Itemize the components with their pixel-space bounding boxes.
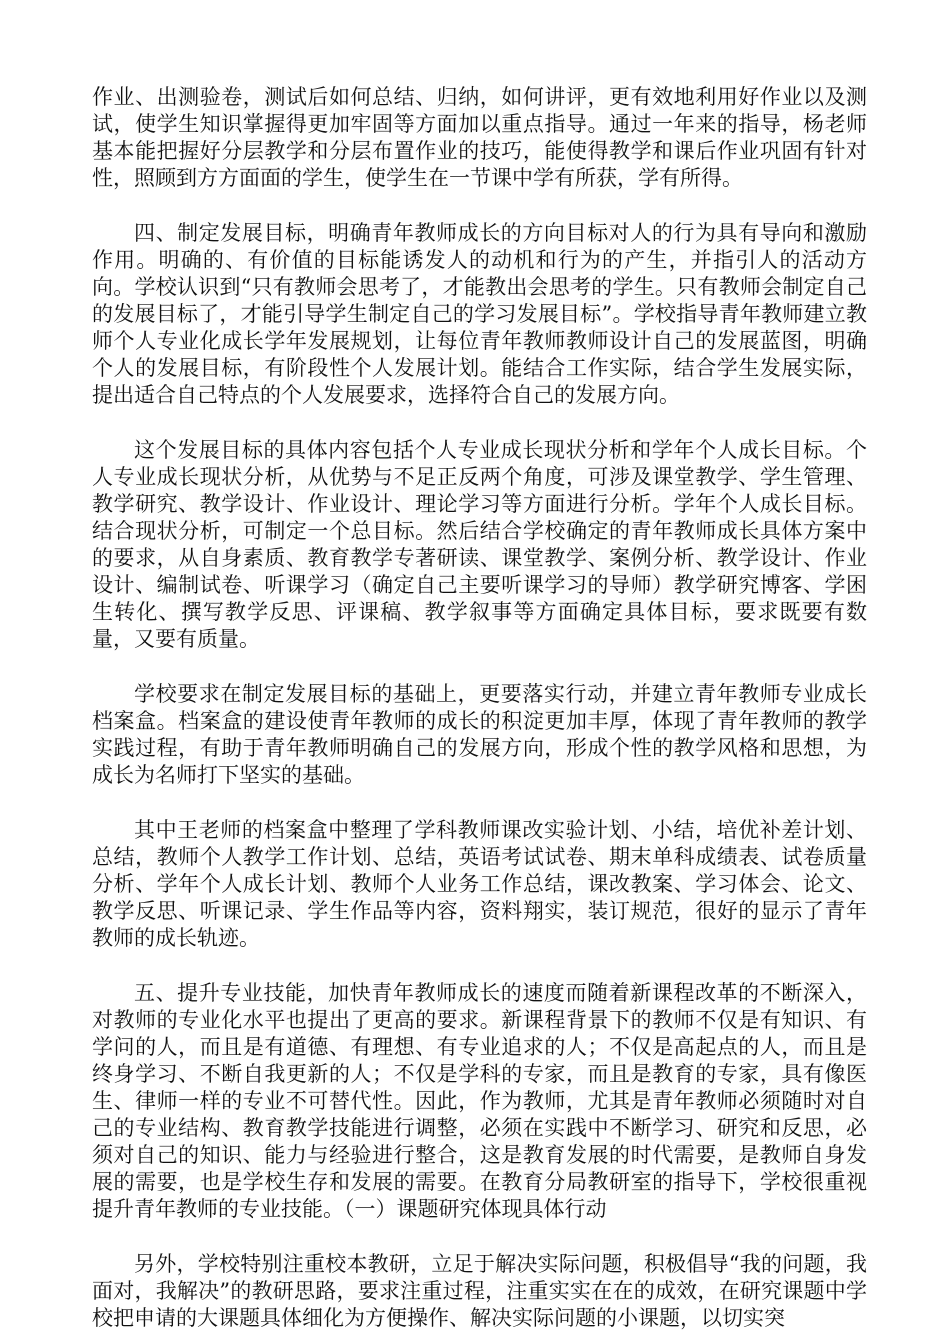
paragraph-development-goals: 四、制定发展目标，明确青年教师成长的方向目标对人的行为具有导向和激励作用。明确的、有价值的目标能诱发人的动机和行为的产生，并指引人的活动方向。学校认识到“只有教师会思考了，才能教出会思考的学生。只有教师会制定自己的发展目标了，才能引导学生制定自己的学习发展目标”。学校指导青年教师建立教师个人专业化成长学年发展规划，让每位青年教师教师设计自己的发展蓝图，明确个人的发展目标，有阶段性个人发展计划。能结合工作实际，结合学生发展实际，提出适合自己特点的个人发展要求，选择符合自己的发展方向。 xyxy=(92,221,867,407)
paragraph-archive-example: 其中王老师的档案盒中整理了学科教师课改实验计划、小结，培优补差计划、总结，教师个人教学工作计划、总结，英语考试试卷、期末单科成绩表、试卷质量分析、学年个人成长计划、教师个人业务工作总结，课改教案、学习体会、论文、教学反思、听课记录、学生作品等内容，资料翔实，装订规范，很好的显示了青年教师的成长轨迹。 xyxy=(92,818,867,950)
paragraph-school-research: 另外，学校特别注重校本教研，立足于解决实际问题，积极倡导“我的问题，我面对，我解决”的教研思路，要求注重过程，注重实实在在的成效，在研究课题中学校把申请的大课题具体细化为方便操作、解决实际问题的小课题，以切实突 xyxy=(92,1252,867,1330)
paragraph-homework-guidance: 作业、出测验卷，测试后如何总结、归纳，如何讲评，更有效地利用好作业以及测试，使学生知识掌握得更加牢固等方面加以重点指导。通过一年来的指导，杨老师基本能把握好分层教学和分层布置作业的技巧，能使得教学和课后作业巩固有针对性，照顾到方方面面的学生，使学生在一节课中学有所获，学有所得。 xyxy=(92,85,867,190)
paragraph-goal-contents: 这个发展目标的具体内容包括个人专业成长现状分析和学年个人成长目标。个人专业成长现状分析，从优势与不足正反两个角度，可涉及课堂教学、学生管理、教学研究、教学设计、作业设计、理论学习等方面进行分析。学年个人成长目标。结合现状分析，可制定一个总目标。然后结合学校确定的青年教师成长具体方案中的要求，从自身素质、教育教学专著研读、课堂教学、案例分析、教学设计、作业设计、编制试卷、听课学习（确定自己主要听课学习的导师）教学研究博客、学困生转化、撰写教学反思、评课稿、教学叙事等方面确定具体目标，要求既要有数量，又要有质量。 xyxy=(92,438,867,651)
document-page xyxy=(92,84,867,1332)
paragraph-professional-skills: 五、提升专业技能，加快青年教师成长的速度而随着新课程改革的不断深入，对教师的专业化水平也提出了更高的要求。新课程背景下的教师不仅是有知识、有学问的人，而且是有道德、有理想、有专业追求的人；不仅是高起点的人，而且是终身学习、不断自我更新的人；不仅是学科的专家，而且是教育的专家，具有像医生、律师一样的专业不可替代性。因此，作为教师，尤其是青年教师必须随时对自己的专业结构、教育教学技能进行调整，必须在实践中不断学习、研究和反思，必须对自己的知识、能力与经验进行整合，这是教育发展的时代需要，是教师自身发展的需要，也是学校生存和发展的需要。在教育分局教研室的指导下，学校很重视提升青年教师的专业技能。（一）课题研究体现具体行动 xyxy=(92,981,867,1221)
paragraph-growth-archive: 学校要求在制定发展目标的基础上，更要落实行动，并建立青年教师专业成长档案盒。档案盒的建设使青年教师的成长的积淀更加丰厚，体现了青年教师的教学实践过程，有助于青年教师明确自己的发展方向，形成个性的教学风格和思想，为成长为名师打下坚实的基础。 xyxy=(92,682,867,787)
